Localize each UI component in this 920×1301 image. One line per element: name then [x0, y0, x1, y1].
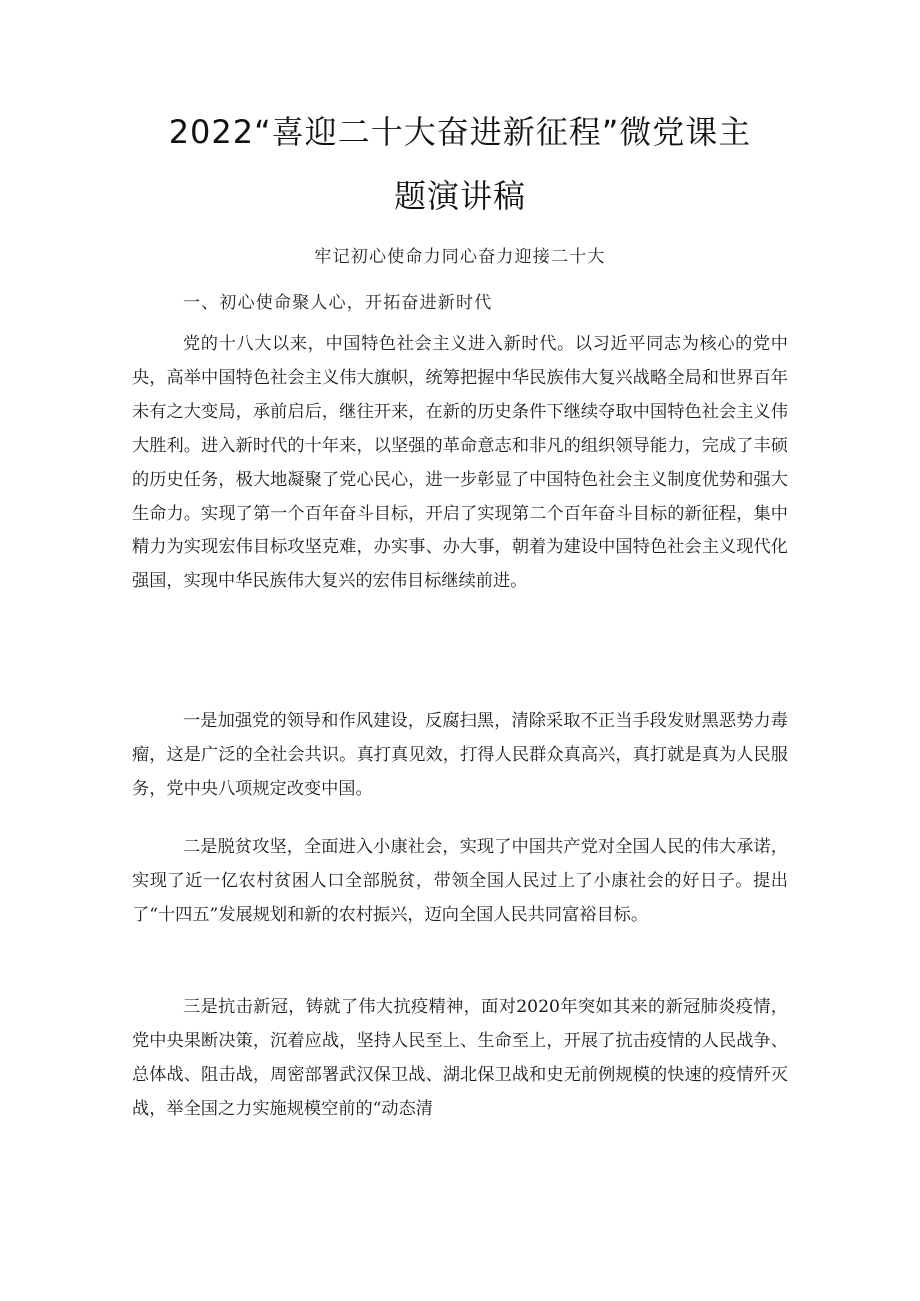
body-paragraph: 二是脱贫攻坚，全面进入小康社会，实现了中国共产党对全国人民的伟大承诺，实现了近一亿农村贫困人口全部脱贫，带领全国人民过上了小康社会的好日子。提出了“十四五”发展规划和新的农村振兴，迈向全国人民共同富裕目标。 [132, 837, 788, 925]
body-paragraph: 一是加强党的领导和作风建设，反腐扫黑，清除采取不正当手段发财黑恶势力毒瘤，这是广泛的全社会共识。真打真见效，打得人民群众真高兴，真打就是真为人民服务，党中央八项规定改变中国。 [132, 711, 788, 799]
section-heading: 一、初心使命聚人心，开拓奋进新时代 [183, 293, 493, 313]
document-title-line-1: 2022“喜迎二十大奋进新征程”微党课主 [168, 113, 752, 151]
document-subtitle: 牢记初心使命力同心奋力迎接二十大 [314, 247, 606, 267]
body-paragraph: 三是抗击新冠，铸就了伟大抗疫精神，面对2020年突如其来的新冠肺炎疫情，党中央果断决策，沉着应战，坚持人民至上、生命至上，开展了抗击疫情的人民战争、总体战、阻击战，周密部署武汉保卫战、湖北保卫战和史无前例规模的快速的疫情歼灭战，举全国之力实施规模空前的“动态清 [132, 997, 788, 1119]
document-title-line-2: 题演讲稿 [393, 177, 526, 215]
body-paragraph: 党的十八大以来，中国特色社会主义进入新时代。以习近平同志为核心的党中央，高举中国特色社会主义伟大旗帜，统筹把握中华民族伟大复兴战略全局和世界百年未有之大变局，承前启后，继往开来，在新的历史条件下继续夺取中国特色社会主义伟大胜利。进入新时代的十年来，以坚强的革命意志和非凡的组织领导能力，完成了丰硕的历史任务，极大地凝聚了党心民心，进一步彰显了中国特色社会主义制度优势和强大生命力。实现了第一个百年奋斗目标，开启了实现第二个百年奋斗目标的新征程，集中精力为实现宏伟目标攻坚克难，办实事、办大事，朝着为建设中国特色社会主义现代化强国，实现中华民族伟大复兴的宏伟目标继续前进。 [132, 334, 788, 592]
